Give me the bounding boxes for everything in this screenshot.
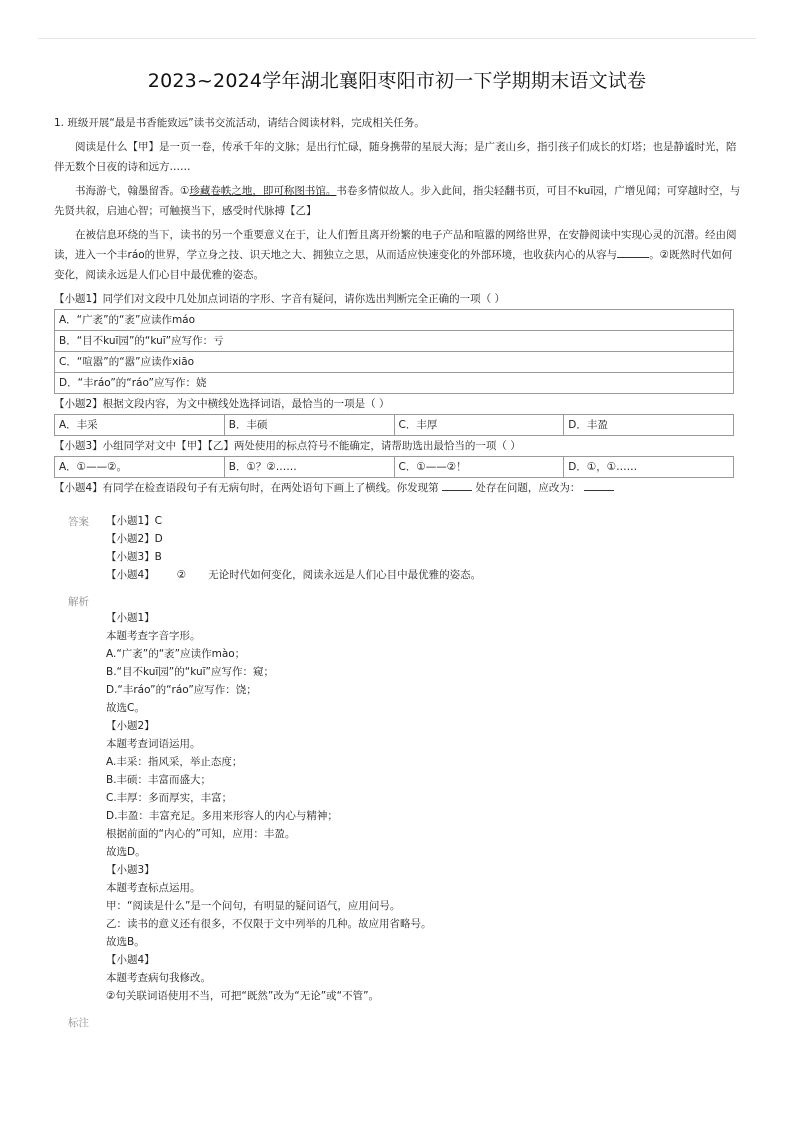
top-divider xyxy=(38,38,756,39)
sub3-option-a[interactable]: A．①——②。 xyxy=(55,457,225,478)
analysis-line: 本题考查病句我修改。 xyxy=(106,972,211,984)
answer-4-text: 无论时代如何变化，阅读永远是人们心目中最优雅的姿态。 xyxy=(208,569,482,581)
sub1-option-d[interactable]: D．“丰ráo”的“ráo”应写作：娆 xyxy=(55,373,734,394)
passage-paragraph-3 xyxy=(54,225,742,285)
answer-label: 答案 xyxy=(68,516,89,528)
answer-4-label: 【小题4】 xyxy=(106,569,155,581)
sub4-text-b: 处存在问题，应改为： xyxy=(475,482,581,494)
analysis-line: 故选D。 xyxy=(106,846,146,858)
analysis-label: 解析 xyxy=(68,596,89,608)
sub3-option-c[interactable]: C．①——②！ xyxy=(394,457,564,478)
para3-text-b: 。②既然时代如何变化，阅读永远是人们心目中最优雅的姿态。 xyxy=(54,249,733,281)
para3-text-a: 在被信息环绕的当下，读书的另一个重要意义在于，让人们暂且离开纷繁的电子产品和喧嚣的网络世界，在安静阅读中实现心灵的沉潜。经由阅读，进入一个丰ráo的世界，学立身之技、识天地之大、拥独立之思，从而适应快速变化的外部环境，也收获内心的从容与 xyxy=(54,229,737,261)
sub2-option-d[interactable]: D．丰盈 xyxy=(564,415,734,436)
analysis-block xyxy=(106,609,746,1005)
answer-4-number: ② xyxy=(176,569,187,581)
notes-label: 标注 xyxy=(68,1017,89,1029)
sub4-text-a: 【小题4】有同学在检查语段句子有无病句时，在两处语句下画上了横线。你发现第 xyxy=(54,482,439,494)
analysis-line: 故选B。 xyxy=(106,936,145,948)
sub1-option-c[interactable]: C．“喧嚣”的“嚣”应读作xiāo xyxy=(55,352,734,373)
sub2-option-c[interactable]: C．丰厚 xyxy=(394,415,564,436)
answer-block xyxy=(106,512,746,584)
sub2-option-a[interactable]: A．丰采 xyxy=(55,415,225,436)
sub2-option-b[interactable]: B．丰硕 xyxy=(224,415,394,436)
analysis-line: 甲：“阅读是什么”是一个问句，有明显的疑问语气，应用问号。 xyxy=(106,900,401,912)
answer-line: 【小题3】B xyxy=(106,551,162,563)
analysis-line: ②句关联词语使用不当，可把“既然”改为“无论”或“不管”。 xyxy=(106,990,380,1002)
analysis-line: 本题考查标点运用。 xyxy=(106,882,201,894)
sub3-options-table xyxy=(54,456,734,478)
sub4-blank-1 xyxy=(442,480,472,491)
analysis-line: 【小题4】 xyxy=(106,954,155,966)
analysis-line: A.丰采：指风采，举止态度； xyxy=(106,756,243,768)
analysis-line: 乙：读书的意义还有很多，不仅限于文中列举的几种。故应用省略号。 xyxy=(106,918,432,930)
question-block xyxy=(54,113,742,498)
analysis-line: 本题考查词语运用。 xyxy=(106,738,201,750)
sub3-option-b[interactable]: B．①？②…… xyxy=(224,457,394,478)
sub4-blank-2 xyxy=(584,480,614,491)
analysis-line: 根据前面的“内心的”可知，应用：丰盈。 xyxy=(106,828,296,840)
para2-text-b: 书卷多情似故人。步入此间，指尖轻翻书页，可目不kuī园，广增见闻；可穿越时空，与先贤共叙，启迪心智；可触摸当下，感受时代脉搏【乙】 xyxy=(54,185,741,217)
sub3-prompt: 【小题3】小组同学对文中【甲】【乙】两处使用的标点符号不能确定，请帮助选出最恰当的一项（ ） xyxy=(54,440,521,452)
passage-paragraph-1: 阅读是什么【甲】是一页一卷，传承千年的文脉；是出行忙碌，随身携带的星辰大海；是广袤山乡，指引孩子们成长的灯塔；也是静谧时光，陪伴无数个日夜的诗和远方…… xyxy=(54,141,737,173)
page-title: 2023~2024学年湖北襄阳枣阳市初一下学期期末语文试卷 xyxy=(147,70,647,92)
sub4-prompt xyxy=(54,478,742,498)
underlined-sentence-1: 珍藏卷帙之地，即可称图书馆。 xyxy=(189,185,337,197)
sub1-option-b[interactable]: B．“目不kuī园”的“kuī”应写作：亏 xyxy=(55,331,734,352)
sub2-prompt: 【小题2】根据文段内容，为文中横线处选择词语，最恰当的一项是（ ） xyxy=(54,398,390,410)
analysis-line: B.丰硕：丰富而盛大； xyxy=(106,774,212,786)
analysis-line: D.丰盈：丰富充足。多用来形容人的内心与精神； xyxy=(106,810,338,822)
para2-text-a: 书海游弋，翰墨留香。① xyxy=(75,185,190,197)
sub1-prompt: 【小题1】同学们对文段中几处加点词语的字形、字音有疑问，请你选出判断完全正确的一项（ ） xyxy=(54,293,506,305)
sub2-options-table xyxy=(54,414,734,436)
analysis-line: B.“目不kuī园”的“kuī”应写作：窥； xyxy=(106,666,274,678)
sub1-option-a[interactable]: A．“广袤”的“袤”应读作máo xyxy=(55,310,734,331)
answer-line-4 xyxy=(106,566,746,584)
analysis-line: 【小题2】 xyxy=(106,720,155,732)
question-stem: 1. 班级开展“最是书香能致远”读书交流活动，请结合阅读材料，完成相关任务。 xyxy=(54,117,425,129)
answer-line: 【小题2】D xyxy=(106,533,163,545)
analysis-line: D.“丰ráo”的“ráo”应写作：饶； xyxy=(106,684,257,696)
analysis-line: 【小题1】 xyxy=(106,612,155,624)
analysis-line: C.丰厚：多而厚实，丰富； xyxy=(106,792,233,804)
answer-line: 【小题1】C xyxy=(106,515,163,527)
sub1-options-table xyxy=(54,309,734,394)
analysis-line: 【小题3】 xyxy=(106,864,155,876)
sub3-option-d[interactable]: D．①，①…… xyxy=(564,457,734,478)
passage-paragraph-2 xyxy=(54,181,742,221)
analysis-line: A.“广袤”的“袤”应读作mào； xyxy=(106,648,246,660)
analysis-line: 故选C。 xyxy=(106,702,145,714)
fill-blank xyxy=(617,247,649,258)
analysis-line: 本题考查字音字形。 xyxy=(106,630,201,642)
